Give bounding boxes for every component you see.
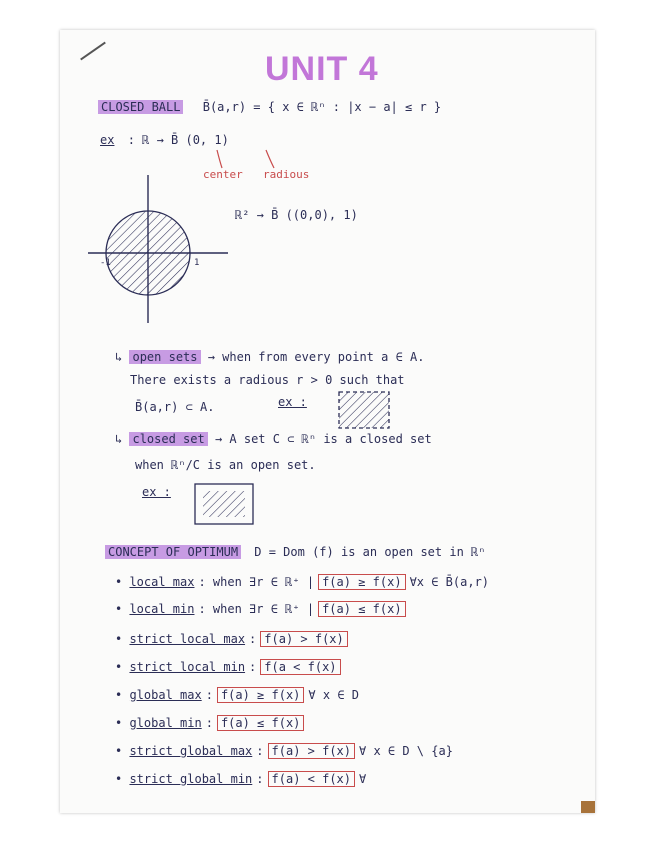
optimum-heading: CONCEPT OF OPTIMUM [105, 545, 241, 559]
bullet: • [115, 602, 130, 616]
closed-ball-diagram [88, 175, 238, 325]
closed-set-row [115, 432, 432, 446]
optimum-item [115, 744, 453, 758]
optimum-item-label: strict global max [129, 744, 253, 758]
optimum-item [115, 716, 308, 730]
closed-set-example-figure [193, 482, 255, 526]
open-sets-example-label: ex : [278, 395, 307, 409]
bullet: • [115, 660, 130, 674]
bullet: • [115, 716, 130, 730]
optimum-item-condition: : [256, 772, 264, 786]
open-sets-line1: → when from every point a ∈ A. [207, 350, 425, 364]
optimum-item [115, 772, 366, 786]
optimum-item-boxed: f(a < f(x) [260, 659, 340, 675]
optimum-item-label: global min [129, 716, 202, 730]
closed-set-line1: → A set C ⊂ ℝⁿ is a closed set [214, 432, 432, 446]
optimum-row [105, 545, 485, 559]
open-set-example-figure [335, 388, 393, 433]
optimum-item [115, 632, 352, 646]
optimum-item-boxed: f(a) ≤ f(x) [217, 715, 304, 731]
optimum-item-tail: ∀ x ∈ D \ {a} [359, 744, 453, 758]
bullet: • [115, 632, 130, 646]
closed-set-heading: closed set [129, 432, 207, 446]
optimum-item-boxed: f(a) ≤ f(x) [318, 601, 405, 617]
optimum-item-label: global max [129, 688, 202, 702]
radius-label: radious [263, 168, 310, 181]
page-title: UNIT 4 [265, 50, 379, 88]
open-sets-heading: open sets [129, 350, 200, 364]
open-sets-line2: There exists a radious r > 0 such that [130, 373, 405, 387]
closed-ball-example: : ℝ → B̄ (0, 1) [127, 133, 229, 147]
optimum-item-boxed: f(a) > f(x) [260, 631, 347, 647]
page-corner [581, 801, 595, 813]
bullet: • [115, 744, 130, 758]
optimum-domain: D = Dom (f) is an open set in ℝⁿ [254, 545, 486, 559]
optimum-item [115, 660, 345, 674]
optimum-item-label: strict local max [129, 632, 246, 646]
optimum-item-condition: : [205, 688, 213, 702]
optimum-item-label: local min [129, 602, 195, 616]
bullet: • [115, 688, 130, 702]
closed-set-arrow: ↳ [115, 432, 123, 446]
center-label: center [203, 168, 243, 181]
optimum-item-boxed: f(a) < f(x) [268, 771, 355, 787]
optimum-item-boxed: f(a) ≥ f(x) [217, 687, 304, 703]
optimum-item-tail: ∀ [359, 772, 367, 786]
axis-neg-label: -1 [100, 258, 111, 268]
optimum-item-condition: : when ∃r ∈ ℝ⁺ | [198, 575, 315, 589]
optimum-item-boxed: f(a) > f(x) [268, 743, 355, 759]
axis-pos-label: 1 [194, 258, 200, 268]
open-sets-line3: B̄(a,r) ⊂ A. [135, 400, 215, 414]
closed-set-example-label: ex : [142, 485, 171, 499]
optimum-item-tail: ∀ x ∈ D [308, 688, 359, 702]
optimum-item-boxed: f(a) ≥ f(x) [318, 574, 405, 590]
optimum-item-label: strict global min [129, 772, 253, 786]
optimum-item-condition: : [205, 716, 213, 730]
notebook-page [60, 30, 595, 813]
optimum-item-condition: : when ∃r ∈ ℝ⁺ | [198, 602, 315, 616]
optimum-item-condition: : [249, 632, 257, 646]
optimum-item [115, 602, 410, 616]
example-label: ex [100, 133, 115, 147]
open-sets-arrow: ↳ [115, 350, 123, 364]
closed-ball-heading: CLOSED BALL [98, 100, 183, 114]
optimum-item [115, 575, 489, 589]
optimum-item-condition: : [249, 660, 257, 674]
optimum-item-tail: ∀x ∈ B̄(a,r) [409, 575, 490, 589]
optimum-item-label: local max [129, 575, 195, 589]
open-sets-row [115, 350, 424, 364]
optimum-item [115, 688, 359, 702]
closed-set-line2: when ℝⁿ/C is an open set. [135, 458, 316, 472]
closed-ball-definition: B̄(a,r) = { x ∈ ℝⁿ : |x − a| ≤ r } [202, 100, 442, 114]
bullet: • [115, 772, 130, 786]
optimum-item-label: strict local min [129, 660, 246, 674]
optimum-item-condition: : [256, 744, 264, 758]
r2-example: ℝ² → B̄ ((0,0), 1) [235, 208, 358, 222]
bullet: • [115, 575, 130, 589]
